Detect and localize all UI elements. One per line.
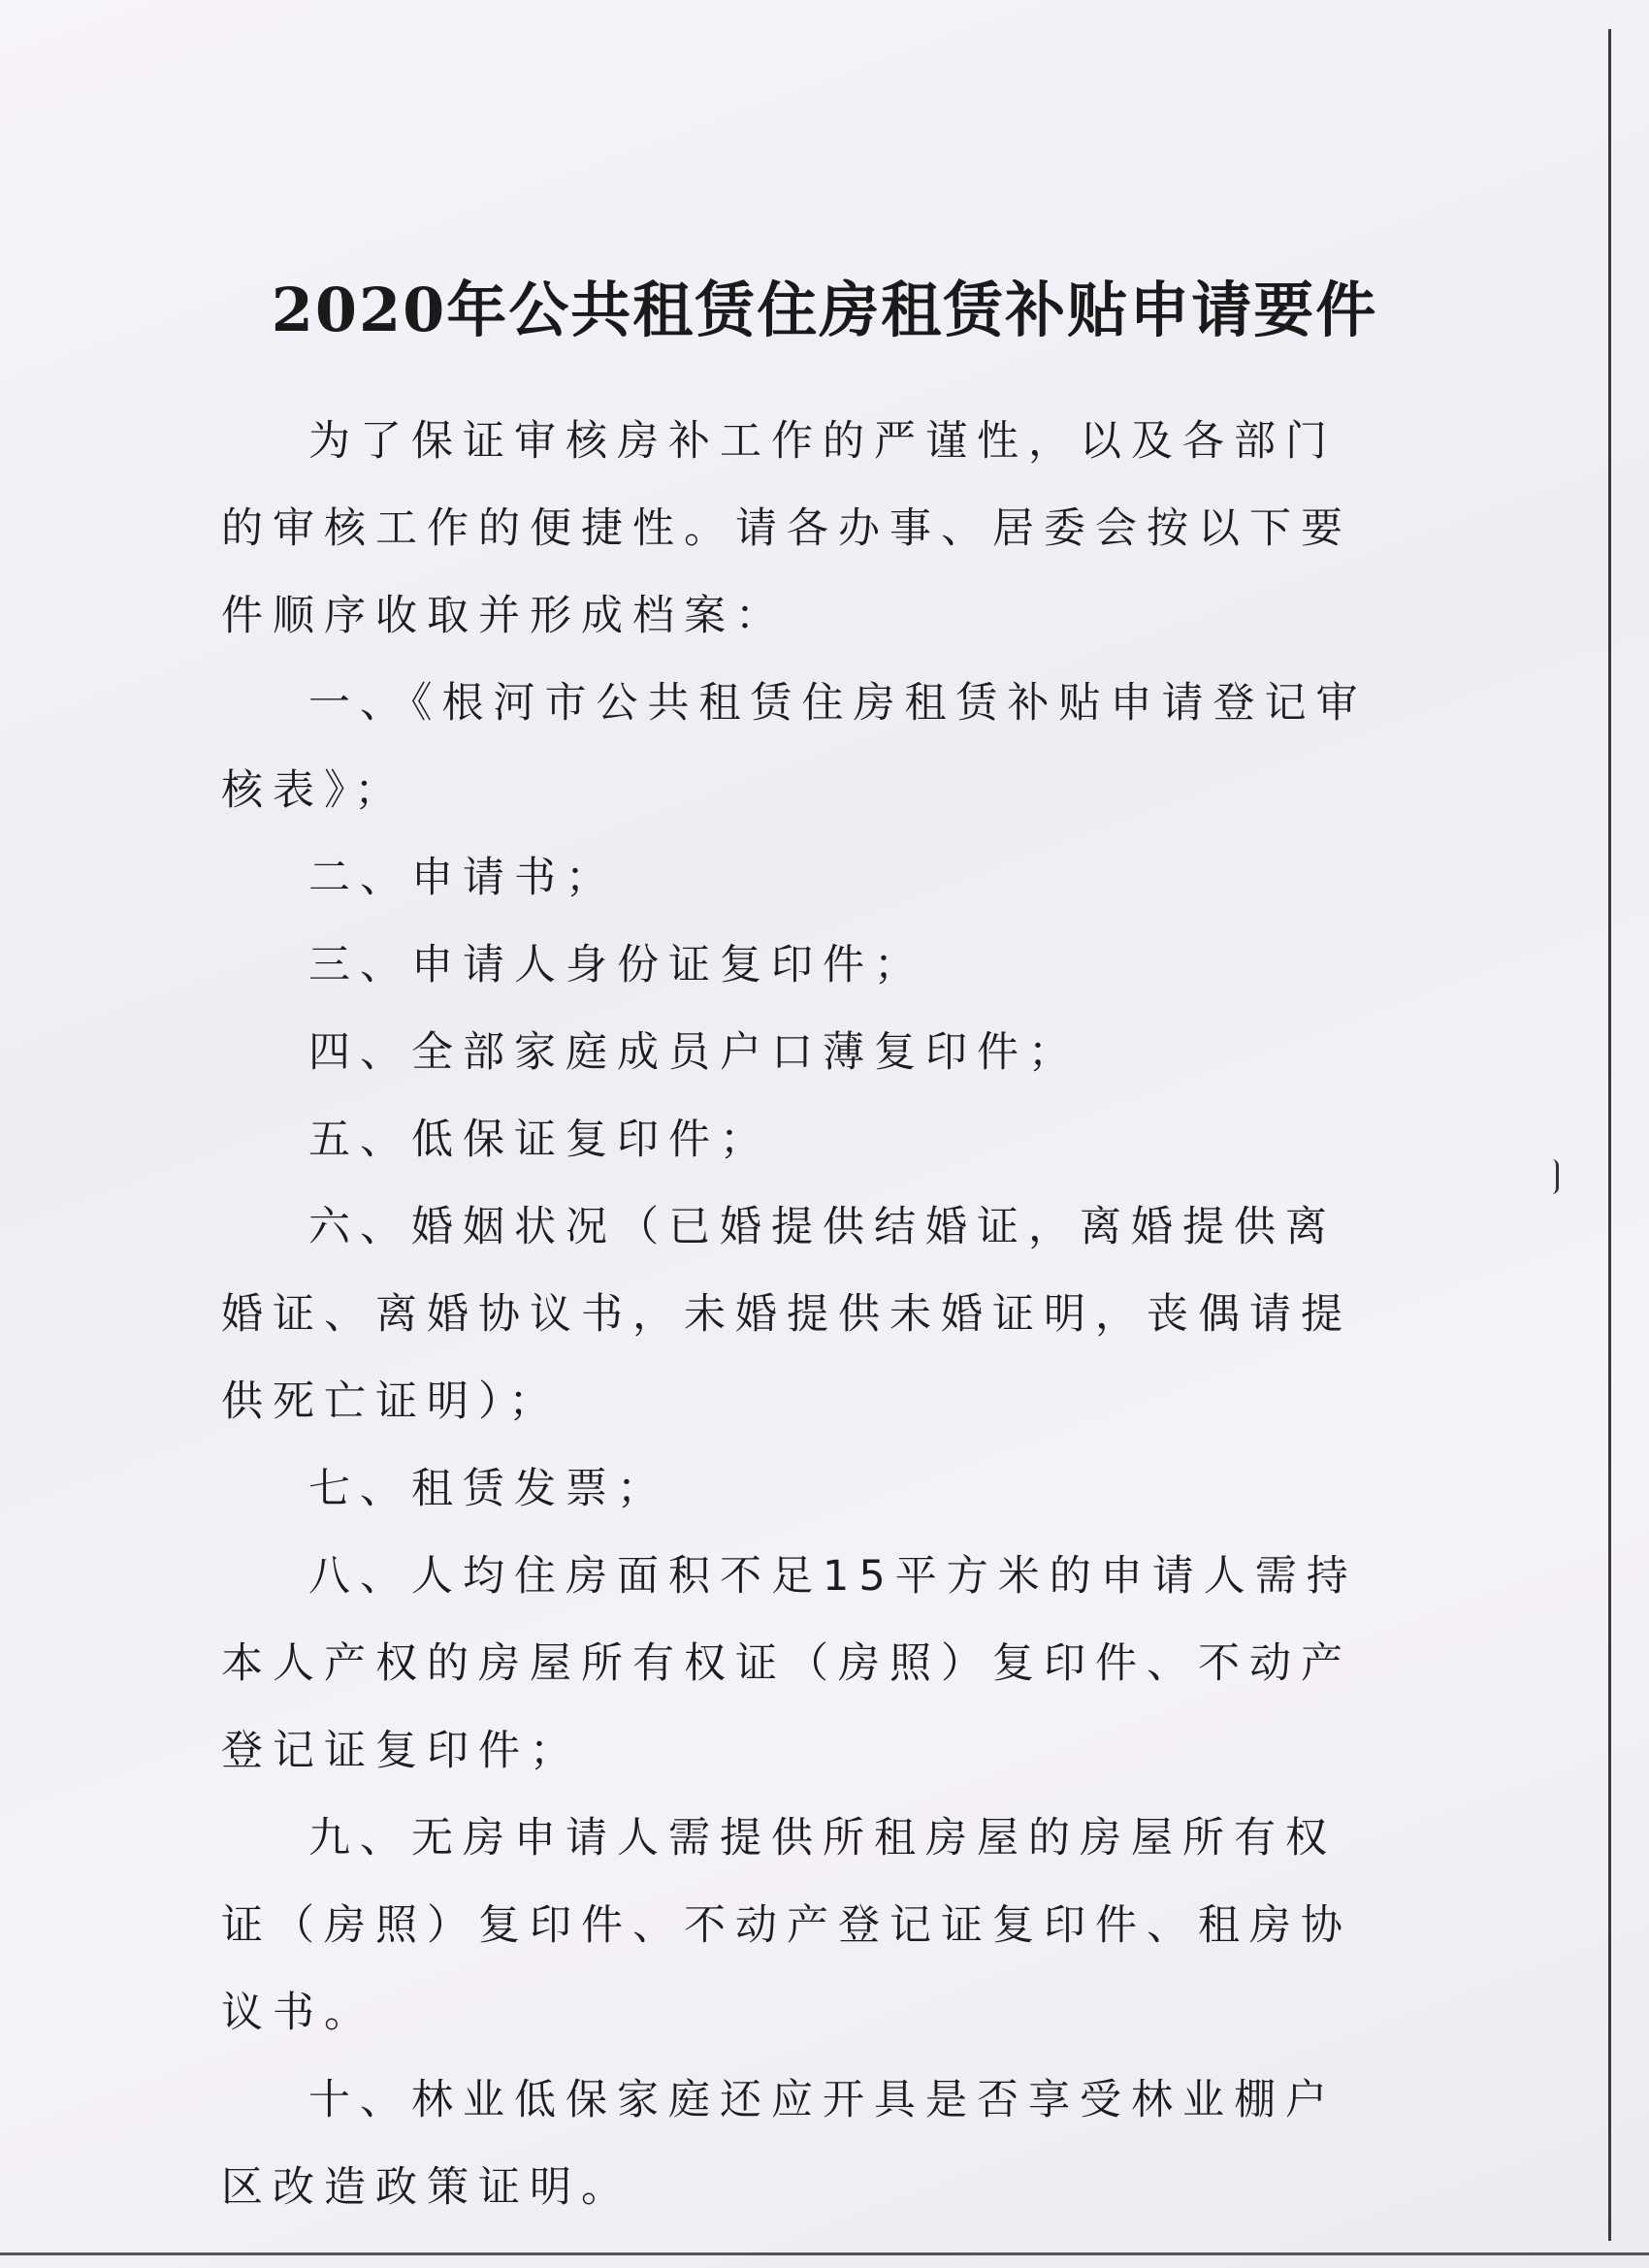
scan-edge-line (1608, 29, 1611, 2241)
list-item: 七、租赁发票； (308, 1465, 668, 1513)
list-item: 一、《根河市公共租赁住房租赁补贴申请登记审核表》； (221, 679, 1368, 815)
list-item: 六、婚姻状况（已婚提供结婚证，离婚提供离婚证、离婚协议书，未婚提供未婚证明，丧偶请提供死亡证明）； (221, 1203, 1352, 1426)
scan-bottom-line (0, 2252, 1649, 2255)
scan-mark (1552, 1159, 1559, 1194)
document-title: 2020年公共租赁住房租赁补贴申请要件 (271, 275, 1378, 345)
document-body (221, 398, 1375, 2231)
list-item: 三、申请人身份证复印件； (308, 941, 925, 989)
list-item: 十、林业低保家庭还应开具是否享受林业棚户区改造政策证明。 (221, 2076, 1337, 2212)
list-item: 九、无房申请人需提供所租房屋的房屋所有权证（房照）复印件、不动产登记证复印件、租房协议书。 (221, 1814, 1352, 2037)
list-item: 二、申请书； (308, 854, 617, 902)
list-item: 五、低保证复印件； (308, 1116, 771, 1164)
intro-paragraph: 为了保证审核房补工作的严谨性，以及各部门的审核工作的便捷性。请各办事、居委会按以下要件顺序收取并形成档案： (221, 417, 1352, 640)
list-item: 八、人均住房面积不足15平方米的申请人需持本人产权的房屋所有权证（房照）复印件、不动产登记证复印件； (221, 1552, 1358, 1775)
list-item: 四、全部家庭成员户口薄复印件； (308, 1028, 1080, 1077)
